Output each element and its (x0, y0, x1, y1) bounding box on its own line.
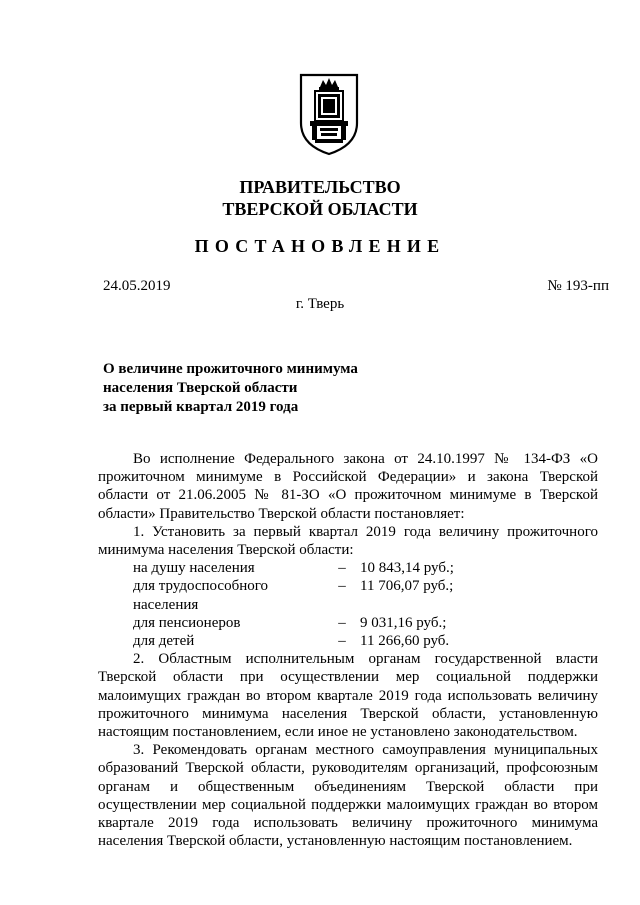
document-title (103, 360, 358, 417)
item-label: для пенсионеров (133, 614, 241, 631)
item-dash: – (338, 560, 346, 577)
title-line: населения Тверской области (103, 380, 298, 396)
item-value: 10 843,14 руб.; (360, 560, 454, 577)
government-name-line1: ПРАВИТЕЛЬСТВО (239, 177, 401, 197)
item-value: 9 031,16 руб.; (360, 614, 447, 631)
item-label: для трудоспособного населения (133, 578, 269, 613)
document-date: 24.05.2019 (103, 278, 171, 294)
subsistence-item (98, 614, 598, 632)
item-value: 11 706,07 руб.; (360, 578, 454, 595)
item-dash: – (338, 614, 346, 631)
subsistence-item (98, 559, 598, 577)
government-name-line2: ТВЕРСКОЙ ОБЛАСТИ (222, 199, 418, 219)
document-city: г. Тверь (295, 296, 345, 312)
preamble-paragraph: Во исполнение Федерального закона от 24.10.1997 № 134-ФЗ «О прожиточном минимуме в Российской Федерации» и закона Тверской области от 21.06.2005 № 81-ЗО «О прожиточном минимуме в Тверской области» Правительство Тверской области постановляет: (98, 451, 598, 522)
document-type: ПОСТАНОВЛЕНИЕ (194, 236, 446, 256)
paragraph-1: 1. Установить за первый квартал 2019 года величину прожиточного минимума населения Тверской области: (98, 523, 598, 559)
item-dash: – (338, 633, 346, 650)
item-label: на душу населения (133, 560, 255, 577)
subsistence-item (98, 632, 598, 650)
item-value: 11 266,60 руб. (360, 633, 450, 650)
title-line: О величине прожиточного минимума (103, 361, 358, 377)
item-label: для детей (133, 633, 195, 650)
paragraph-2: 2. Областным исполнительным органам государственной власти Тверской области при осуществлении мер социальной поддержки малоимущих граждан во втором квартале 2019 года использовать величину прожиточного минимума населения Тверской области, установленную настоящим постановлением, если иное не установлено законодательством. (98, 651, 598, 741)
document-number: № 193-пп (547, 278, 609, 294)
title-line: за первый квартал 2019 года (103, 399, 299, 415)
paragraph-3: 3. Рекомендовать органам местного самоуправления муниципальных образований Тверской области, руководителям организаций, профсоюзным органам и общественным объединениям Тверской области при осуществлении мер социальной поддержки малоимущих граждан во втором квартале 2019 года использовать величину прожиточного минимума населения Тверской области, установленную настоящим постановлением. (98, 742, 598, 850)
item-dash: – (338, 578, 346, 595)
document-body (98, 450, 598, 850)
subsistence-item (98, 577, 598, 613)
tver-coat-of-arms-icon (299, 73, 359, 156)
